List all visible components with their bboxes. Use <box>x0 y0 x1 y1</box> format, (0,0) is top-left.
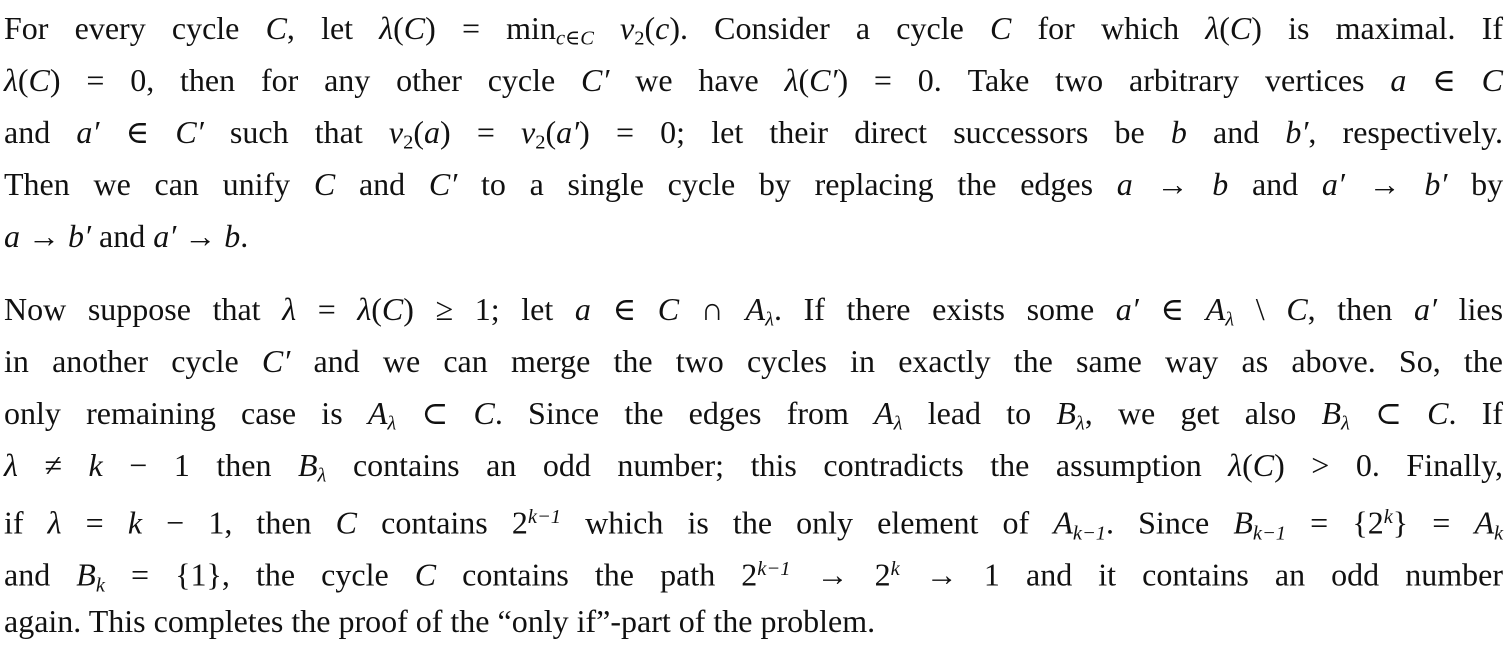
math-variable: A <box>367 395 388 431</box>
text-run: which is the only element of <box>561 504 1054 541</box>
math-variable: λ <box>47 504 62 541</box>
math-variable: λ <box>784 62 799 98</box>
math-variable: λ <box>1205 10 1220 46</box>
math-variable: λ <box>4 447 18 483</box>
text-run: ) = <box>440 114 522 150</box>
math-variable: C <box>1229 10 1252 46</box>
text-run: . Since the edges from <box>494 395 875 431</box>
text-run: again. This completes the proof of the “only if”-part of the problem. <box>4 603 876 639</box>
math-variable: a′ <box>153 218 177 254</box>
text-run: ( <box>371 291 382 327</box>
math-script: k <box>890 558 900 580</box>
math-script: C <box>580 27 594 50</box>
math-variable: ν <box>388 114 404 150</box>
text-run: ( <box>1242 447 1253 483</box>
math-variable: b′ <box>1424 166 1448 202</box>
math-variable: A <box>1053 504 1073 541</box>
text-run: contains the path 2 <box>436 556 758 593</box>
text-run: = {1}, the cycle <box>104 556 415 593</box>
text-line <box>4 158 1503 210</box>
proof-text <box>4 2 1503 647</box>
text-run: , let <box>286 10 380 46</box>
math-variable: C <box>265 10 287 46</box>
text-run: ) ≥ 1; let <box>403 291 575 327</box>
math-variable: C′ <box>809 62 838 98</box>
text-line <box>4 595 1503 647</box>
math-variable: a′ <box>556 114 580 150</box>
text-run: → <box>1344 166 1425 202</box>
text-run: ) > 0. Finally, <box>1274 447 1504 483</box>
math-variable: C′ <box>428 166 458 202</box>
math-variable: C <box>28 62 50 98</box>
text-run: if <box>4 504 48 541</box>
math-variable: b <box>224 218 241 254</box>
text-run: ∈ <box>590 291 658 327</box>
math-script: k <box>1494 522 1504 545</box>
text-run: ⊂ <box>396 395 474 431</box>
math-variable: b <box>1212 166 1229 202</box>
text-line <box>4 106 1503 158</box>
math-variable: b′ <box>68 218 91 254</box>
text-run: . If there exists some <box>773 291 1116 327</box>
math-variable: a <box>4 218 20 254</box>
text-run: and <box>4 114 77 150</box>
text-run: ⊂ <box>1349 395 1428 431</box>
math-variable: b′ <box>1285 114 1309 150</box>
text-run: ( <box>393 10 404 46</box>
math-script: λ <box>1075 412 1085 435</box>
text-run: lead to <box>902 395 1057 431</box>
math-variable: C <box>403 10 426 46</box>
text-run: ) = 0, then for any other cycle <box>49 62 582 98</box>
math-script: 2 <box>403 131 414 154</box>
text-line <box>4 283 1503 335</box>
math-script: k−1 <box>1072 522 1107 545</box>
math-variable: a <box>1390 62 1407 98</box>
math-script: λ <box>387 412 397 435</box>
math-variable: a′ <box>1115 291 1139 327</box>
math-script: λ <box>317 464 327 487</box>
math-variable: C′ <box>581 62 610 98</box>
math-script: λ <box>765 308 774 331</box>
math-variable: C <box>1286 291 1308 327</box>
math-variable: b <box>1170 114 1187 150</box>
text-run: and <box>91 218 154 254</box>
text-run: and <box>1186 114 1286 150</box>
text-run: for which <box>1011 10 1206 46</box>
text-run: to a single cycle by replacing the edges <box>457 166 1117 202</box>
text-run: ∈ <box>99 114 176 150</box>
math-script: k <box>95 574 105 597</box>
math-variable: C <box>989 10 1012 46</box>
math-script: 2 <box>634 27 645 50</box>
text-run: ( <box>413 114 424 150</box>
text-run: in another cycle <box>4 343 262 379</box>
math-script: λ <box>1225 308 1235 331</box>
text-run: Now suppose that <box>4 291 283 327</box>
text-run: → <box>20 218 68 254</box>
math-variable: C <box>1427 395 1449 431</box>
math-variable: k <box>127 504 143 541</box>
math-script: 2 <box>535 131 546 154</box>
math-variable: A <box>1205 291 1226 327</box>
text-run: → 2 <box>790 556 891 593</box>
paragraph <box>4 283 1503 647</box>
math-variable: A <box>1474 504 1494 541</box>
text-run: → <box>1132 166 1213 202</box>
math-variable: C <box>313 166 336 202</box>
math-variable: B <box>1321 395 1342 431</box>
text-run: , respectively. <box>1308 114 1504 150</box>
text-run: . <box>240 218 249 254</box>
math-variable: a′ <box>76 114 100 150</box>
text-line <box>4 2 1503 54</box>
math-variable: C <box>657 291 680 327</box>
math-variable: B <box>298 447 318 483</box>
text-run: only remaining case is <box>4 395 368 431</box>
text-run: and we can merge the two cycles in exactly the same way as above. So, the <box>290 343 1504 379</box>
math-variable: a <box>424 114 440 150</box>
text-run: by <box>1447 166 1504 202</box>
math-variable: λ <box>1228 447 1243 483</box>
text-run: ∈ <box>1138 291 1206 327</box>
text-run: lies <box>1437 291 1504 327</box>
math-variable: A <box>874 395 894 431</box>
text-run: = <box>296 291 358 327</box>
math-variable: a <box>574 291 591 327</box>
text-run: we have <box>609 62 785 98</box>
math-variable: λ <box>4 62 18 98</box>
text-run: , we get also <box>1084 395 1322 431</box>
math-variable: ν <box>620 10 635 46</box>
math-variable: λ <box>379 10 394 46</box>
text-run: and <box>1228 166 1322 202</box>
text-line <box>4 491 1503 543</box>
text-run: − 1 then <box>102 447 298 483</box>
text-run: → <box>176 218 225 254</box>
text-run: ( <box>545 114 557 150</box>
text-run <box>594 10 620 46</box>
text-run: and <box>335 166 429 202</box>
text-run: ∩ <box>679 291 746 327</box>
text-line <box>4 335 1503 387</box>
text-run: contains an odd number; this contradicts the assumption <box>326 447 1229 483</box>
math-script: k−1 <box>527 506 562 528</box>
text-run: ). Consider a cycle <box>669 10 990 46</box>
text-run: ) = 0; let their direct successors be <box>579 114 1171 150</box>
math-script: λ <box>1341 412 1350 435</box>
math-variable: C <box>1481 62 1504 98</box>
math-script: k−1 <box>1252 522 1287 545</box>
math-script: ∈ <box>565 27 581 50</box>
text-run: . Since <box>1106 504 1234 541</box>
math-variable: ν <box>521 114 536 150</box>
math-variable: C′ <box>261 343 291 379</box>
text-run: ( <box>1219 10 1230 46</box>
math-variable: k <box>88 447 103 483</box>
math-variable: A <box>745 291 766 327</box>
math-script: c <box>555 27 566 50</box>
text-line <box>4 439 1503 491</box>
math-variable: C <box>381 291 404 327</box>
math-variable: C <box>414 556 437 593</box>
math-variable: C <box>1252 447 1275 483</box>
math-variable: B <box>1233 504 1253 541</box>
text-run: . If <box>1448 395 1503 431</box>
math-variable: C <box>473 395 495 431</box>
math-variable: B <box>1056 395 1076 431</box>
text-run: ) = 0. Take two arbitrary vertices <box>837 62 1391 98</box>
math-script: k <box>1383 506 1393 528</box>
math-variable: C′ <box>175 114 204 150</box>
math-variable: λ <box>357 291 372 327</box>
text-line <box>4 543 1503 595</box>
text-run: ) is maximal. If <box>1251 10 1504 46</box>
text-run: } = <box>1392 504 1475 541</box>
text-run: ∈ <box>1406 62 1482 98</box>
math-variable: a <box>1116 166 1133 202</box>
text-run: ( <box>798 62 810 98</box>
text-run: = <box>61 504 128 541</box>
math-script: k−1 <box>757 558 791 580</box>
text-run: = {2 <box>1286 504 1384 541</box>
text-run: ≠ <box>17 447 89 483</box>
text-run: \ <box>1234 291 1287 327</box>
text-run: ( <box>17 62 29 98</box>
text-run: such that <box>203 114 389 150</box>
text-run: , then <box>1307 291 1415 327</box>
math-variable: C <box>335 504 357 541</box>
text-run: ) = min <box>425 10 556 46</box>
text-run: Then we can unify <box>4 166 314 202</box>
math-variable: c <box>655 10 670 46</box>
math-variable: B <box>76 556 96 593</box>
text-run: ( <box>644 10 656 46</box>
text-line <box>4 54 1503 106</box>
text-line <box>4 210 1503 262</box>
text-run: → 1 and it contains an odd number <box>899 556 1504 593</box>
paragraph <box>4 2 1503 262</box>
math-variable: a′ <box>1321 166 1345 202</box>
text-run: contains 2 <box>357 504 528 541</box>
math-variable: a′ <box>1414 291 1438 327</box>
text-line <box>4 387 1503 439</box>
text-run: For every cycle <box>4 10 266 46</box>
math-script: λ <box>893 412 903 435</box>
math-variable: λ <box>282 291 297 327</box>
text-run: and <box>4 556 77 593</box>
text-run: − 1, then <box>142 504 336 541</box>
